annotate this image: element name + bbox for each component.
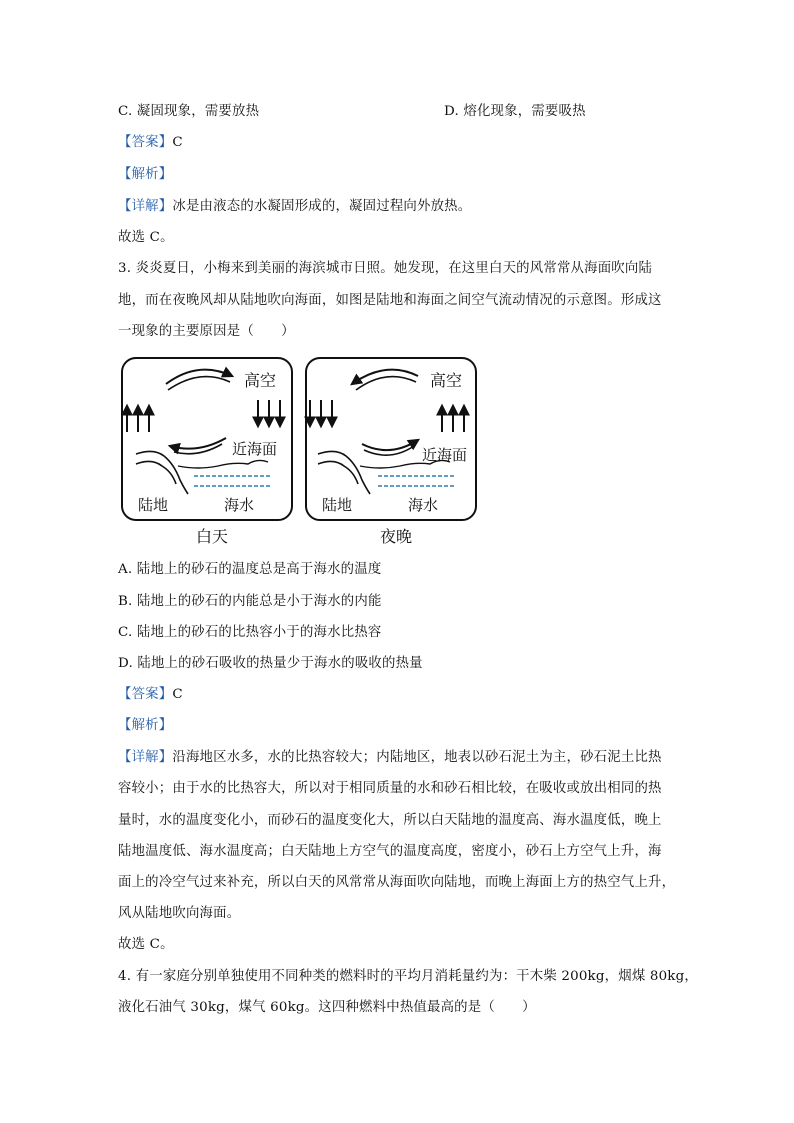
q3-option-b: B. 陆地上的砂石的内能总是小于海水的内能 xyxy=(118,594,382,609)
q3-option-c: C. 陆地上的砂石的比热容小于的海水比热容 xyxy=(118,625,382,640)
q2-conclusion: 故选 C。 xyxy=(118,230,174,245)
q3-detail-line-3: 量时，水的温度变化小，而砂石的温度变化大，所以白天陆地的温度高、海水温度低，晚上 xyxy=(118,813,662,828)
rising-air-arrows-icon xyxy=(127,406,149,432)
q3-answer xyxy=(118,685,183,705)
sinking-air-arrows-icon xyxy=(258,400,280,426)
night-sea-label: 海水 xyxy=(408,496,439,514)
q2-analysis-tag: 【解析】 xyxy=(118,167,173,182)
q2-option-c: C. 凝固现象，需要放热 xyxy=(118,104,260,119)
q3-detail-line-2: 容较小；由于水的比热容大，所以对于相同质量的水和砂石相比较，在吸收或放出相同的热 xyxy=(118,781,662,796)
q3-detail-line-6: 风从陆地吹向海面。 xyxy=(118,906,241,921)
q3-stem-line-1: 3. 炎炎夏日，小梅来到美丽的海滨城市日照。她发现，在这里白天的风常常从海面吹向陆 xyxy=(118,261,653,276)
q3-detail-line-5: 面上的冷空气过来补充，所以白天的风常常从海面吹向陆地，而晚上海面上方的热空气上升， xyxy=(118,875,676,890)
day-high-label: 高空 xyxy=(244,371,277,390)
detail-tag: 【详解】 xyxy=(118,199,173,214)
q3-stem-line-2: 地，而在夜晚风却从陆地吹向海面，如图是陆地和海面之间空气流动情况的示意图。形成这 xyxy=(118,293,662,308)
day-panel xyxy=(122,358,292,546)
q3-analysis-tag: 【解析】 xyxy=(118,718,173,733)
night-panel xyxy=(306,358,476,546)
answer-tag: 【答案】 xyxy=(118,135,173,150)
q2-option-d: D. 熔化现象，需要吸热 xyxy=(444,104,586,119)
detail-tag: 【详解】 xyxy=(118,750,173,765)
day-land-label: 陆地 xyxy=(138,496,169,514)
detail-text: 冰是由液态的水凝固形成的，凝固过程向外放热。 xyxy=(172,199,472,214)
land-sea-breeze-diagram xyxy=(118,354,482,550)
q2-answer xyxy=(118,133,183,153)
q3-stem-line-3: 一现象的主要原因是（ ） xyxy=(118,324,295,339)
answer-value: C xyxy=(172,687,183,702)
rising-air-arrows-icon xyxy=(442,406,464,432)
q4-stem-line-1: 4. 有一家庭分别单独使用不同种类的燃料时的平均月消耗量约为：干木柴 200kg，烟煤 80kg， xyxy=(118,969,698,984)
q3-conclusion: 故选 C。 xyxy=(118,937,174,952)
night-caption: 夜晚 xyxy=(380,527,413,546)
answer-tag: 【答案】 xyxy=(118,687,173,702)
q3-detail-line-1: 【详解】沿海地区水多，水的比热容较大；内陆地区，地表以砂石泥土为主，砂石泥土比热 xyxy=(118,750,662,765)
day-near-label: 近海面 xyxy=(232,440,278,458)
q3-option-d: D. 陆地上的砂石吸收的热量少于海水的吸收的热量 xyxy=(118,656,423,671)
answer-value: C xyxy=(172,135,183,150)
day-sea-label: 海水 xyxy=(224,496,255,514)
sinking-air-arrows-icon xyxy=(310,400,332,426)
q4-stem-line-2: 液化石油气 30kg，煤气 60kg。这四种燃料中热值最高的是（ ） xyxy=(118,1000,536,1015)
q3-option-a: A. 陆地上的砂石的温度总是高于海水的温度 xyxy=(118,562,382,577)
q2-detail xyxy=(118,197,471,217)
day-caption: 白天 xyxy=(196,527,229,546)
night-near-label: 近海面 xyxy=(422,446,468,464)
night-land-label: 陆地 xyxy=(322,496,353,514)
q3-detail-line-4: 陆地温度低、海水温度高；白天陆地上方空气的温度高度，密度小，砂石上方空气上升，海 xyxy=(118,844,662,859)
night-high-label: 高空 xyxy=(430,371,463,390)
